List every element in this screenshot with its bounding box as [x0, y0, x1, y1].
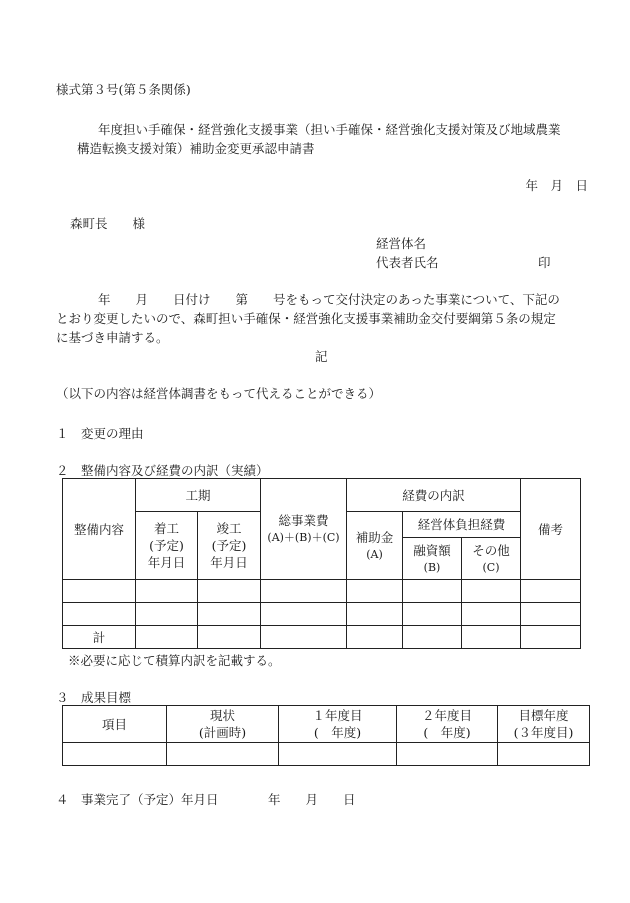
table-row: [63, 580, 581, 603]
body-line2: とおり変更したいので、森町担い手確保・経営強化支援事業補助金交付要綱第５条の規定: [56, 311, 556, 326]
header-start-label: 着工: [153, 521, 179, 536]
ki-heading: 記: [315, 349, 328, 364]
section1-heading: １ 変更の理由: [56, 426, 144, 441]
header-year2-sub: ( 年度): [423, 725, 471, 740]
header-loan-label: 融資額: [413, 542, 451, 558]
header-other-label: その他: [472, 542, 510, 558]
document-title-line2: 構造転換支援対策）補助金変更承認申請書: [77, 141, 315, 156]
header-year1: [279, 706, 397, 743]
representative-name-label: 代表者氏名: [376, 255, 439, 270]
header-other-code: (C): [482, 560, 500, 574]
header-subsidy-code: (A): [366, 547, 383, 561]
header-end-label: 竣工: [216, 521, 242, 536]
header-current-label: 現状: [209, 708, 235, 723]
header-target: [498, 706, 590, 743]
body-line3: に基づき申請する。: [56, 330, 169, 345]
document-title-line1: 年度担い手確保・経営強化支援事業（担い手確保・経営強化支援対策及び地域農業: [98, 122, 561, 137]
header-other: [462, 538, 521, 580]
total-row-label: 計: [63, 626, 136, 649]
header-subsidy-label: 補助金: [355, 529, 394, 545]
header-content: 整備内容: [63, 479, 136, 580]
header-subsidy: [347, 512, 403, 580]
header-target-label: 目標年度: [518, 708, 569, 723]
header-current-sub: (計画時): [198, 725, 247, 740]
total-row: [63, 626, 581, 649]
header-item: 項目: [63, 706, 167, 743]
header-target-sub: (３年度目): [513, 725, 574, 740]
header-period: 工期: [136, 479, 261, 512]
performance-targets-table: [62, 705, 590, 766]
seal-mark: 印: [538, 255, 551, 270]
header-start-date: 年月日: [147, 555, 186, 570]
organization-name-label: 経営体名: [376, 236, 427, 251]
submission-date: 年 月 日: [525, 178, 588, 193]
section2-heading: ２ 整備内容及び経費の内訳（実績）: [56, 463, 269, 478]
header-remarks: 備考: [521, 479, 581, 580]
form-number: 様式第３号(第５条関係): [56, 82, 191, 97]
addressee: 森町長 様: [70, 216, 146, 231]
table-footnote: ※必要に応じて積算内訳を記載する。: [68, 653, 281, 668]
body-line1: 年 月 日付け 第 号をもって交付決定のあった事業について、下記の: [98, 292, 560, 307]
header-end: [198, 512, 261, 580]
table-row: [63, 603, 581, 626]
header-year2-label: ２年度目: [421, 708, 472, 723]
header-total-label: 総事業費: [278, 513, 329, 528]
section4-heading: ４ 事業完了（予定）年月日: [56, 792, 219, 807]
header-total: [261, 479, 347, 580]
table-row: [63, 743, 590, 766]
header-end-date: 年月日: [210, 555, 248, 570]
header-total-formula: (A)＋(B)＋(C): [267, 531, 340, 544]
header-breakdown: 経費の内訳: [347, 479, 521, 512]
header-burden: 経営体負担経費: [403, 512, 521, 538]
header-start: [136, 512, 198, 580]
header-current: [167, 706, 279, 743]
header-year2: [397, 706, 498, 743]
substitution-note: （以下の内容は経営体調書をもって代えることができる）: [56, 386, 382, 401]
header-loan-code: (B): [423, 560, 441, 574]
header-year1-sub: ( 年度): [313, 725, 362, 740]
completion-date: 年 月 日: [268, 792, 356, 807]
header-end-planned: (予定): [211, 538, 247, 553]
header-loan: [403, 538, 462, 580]
section3-heading: ３ 成果目標: [56, 690, 132, 705]
header-start-planned: (予定): [149, 538, 184, 553]
expense-breakdown-table: [62, 478, 581, 649]
header-year1-label: １年度目: [312, 708, 363, 723]
